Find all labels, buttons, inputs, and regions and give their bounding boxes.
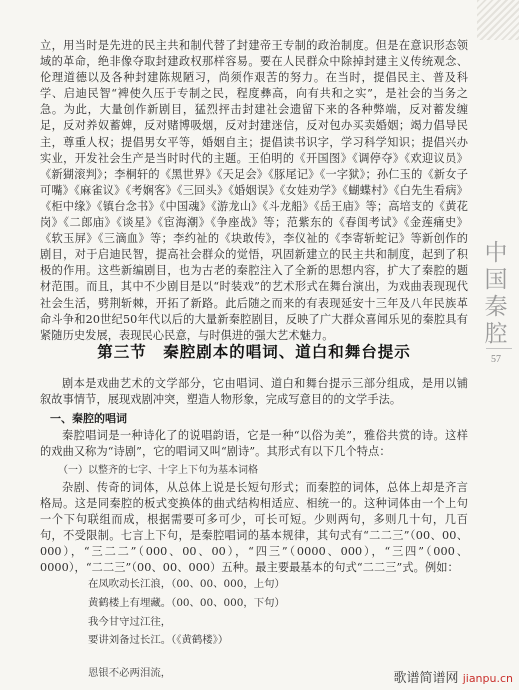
- section-heading: 第三节 秦腔剧本的唱词、道白和舞台提示: [97, 343, 411, 361]
- subsection-heading: 一、秦腔的唱词: [50, 412, 127, 425]
- side-title-char: 中: [484, 240, 508, 266]
- verse-line: 我今甘守过江往，: [88, 615, 172, 628]
- page-number: 57: [491, 354, 501, 365]
- section-intro-paragraph: 剧本是戏曲艺术的文学部分，它由唱词、道白和舞台提示三部分组成，是用以铺叙故事情节，展现戏剧冲突，塑造人物形象，完成写意目的的文学手法。: [40, 377, 468, 407]
- item-heading: （一）以整齐的七字、十字上下句为基本词格: [58, 465, 258, 476]
- watermark-site-name: 歌谱简谱网: [393, 671, 459, 686]
- side-book-title: [476, 240, 516, 348]
- corner-ornament: [477, 0, 519, 40]
- verse-line: 在凤吹动长江浪，（00、00、000，上句）: [88, 578, 285, 590]
- verse-line: 黄鹤楼上有埋藏。（00、00、000，下句）: [88, 596, 285, 609]
- side-title-char: 国: [484, 267, 508, 293]
- verse-line: 要讲刘备过长江。（《黄鹤楼》）: [88, 634, 229, 647]
- page-number-rule: [486, 348, 512, 349]
- watermark: [394, 667, 513, 686]
- lyrics-intro-paragraph: 秦腔唱词是一种诗化了的说唱韵语，它是一种“以俗为美”，雅俗共赏的诗。这样的戏曲又称为“诗剧”，它的唱词又叫“剧诗”。其形式有以下几个特点：: [40, 429, 468, 459]
- side-title-char: 秦: [484, 294, 508, 320]
- item-paragraph: 杂剧、传奇的词体，从总体上说是长短句形式；而秦腔的词体，总体上却是齐言格局。这是同秦腔的板式变换体的曲式结构相适应、相统一的。这种词体由一个上句一个下句联组而成，根据需要可多可少，可长可短。少则两句，多则几十句，几百句，不受限制。七言上下句，是秦腔唱词的基本规律，其句式有“二二三”（00、00、000），“三二二”（000、00、00），“四三”（0000、000），“三四”（000、0000），“二二三”（00、00、000）五种。最主要最基本的句式“二二三”式。例如：: [40, 481, 468, 575]
- watermark-site-url: jianpu.cn: [462, 672, 513, 685]
- verse-example: [88, 575, 388, 683]
- side-title-char: 腔: [484, 321, 508, 347]
- verse-line: 恩银不必两泪流，: [88, 667, 172, 680]
- intro-paragraph: 立，用当时是先进的民主共和制代替了封建帝王专制的政治制度。但是在意识形态领域的革命，绝非像夺取封建政权那样容易。要在人民群众中除掉封建主义传统观念、伦理道德以及各种封建陈规陋习，尚须作艰苦的努力。在当时，提倡民主、普及科学、启迪民智“裨使久压于专制之民，程度彝高，向有共和之实”，是社会的当务之急。为此，大量创作新剧目，猛烈抨击封建社会遗留下来的各种弊端，反对蓄发缠足，反对养奴蓄婢，反对赌博吸烟，反对封建迷信，反对包办买卖婚姻；竭力倡导民主，尊重人权；提倡男女平等，婚姻自主；提倡读书识字，学习科学知识；提倡兴办实业，开发社会生产是当时时代的主题。王伯明的《开国图》《调停夺》《欢迎议员》《新猢滚判》；李桐轩的《黑世界》《天足会》《豚尾记》《一字狱》；孙仁玉的《新女子可嘴》《麻雀议》《考娴客》《三回头》《婚姻误》《女娃劝学》《蝴蝶村》《白先生看病》《柜中缘》《镇台念书》《中国魂》《游龙山》《斗龙船》《岳王庙》等；高培支的《黄花岗》《二郎庙》《谈星》《宦海潮》《争座战》等；范紫东的《春闺考试》《金莲痛史》《软玉屏》《三滴血》等；李约祉的《块敢传》，李仪祉的《李寄斩蛇记》等新创作的剧目，对于启迪民智，提高社会群众的觉悟，巩固新建立的民主共和制度，起到了积极的作用。这些新编剧目，也为古老的秦腔注入了全新的思想内容，扩大了秦腔的题材范围。而且，其中不少剧目是以“时装戏”的艺术形式在舞台演出，为戏曲表现现代社会生活，劈荆斩棘，开拓了新路。此后随之而来的有表现延安十三年及八年民族革命斗争和20世纪50年代以后的大量新秦腔剧目，反映了广大群众喜闻乐见的秦腔具有紧随历史发展，表现民心民意，与时俱进的强大艺术魅力。: [40, 39, 468, 342]
